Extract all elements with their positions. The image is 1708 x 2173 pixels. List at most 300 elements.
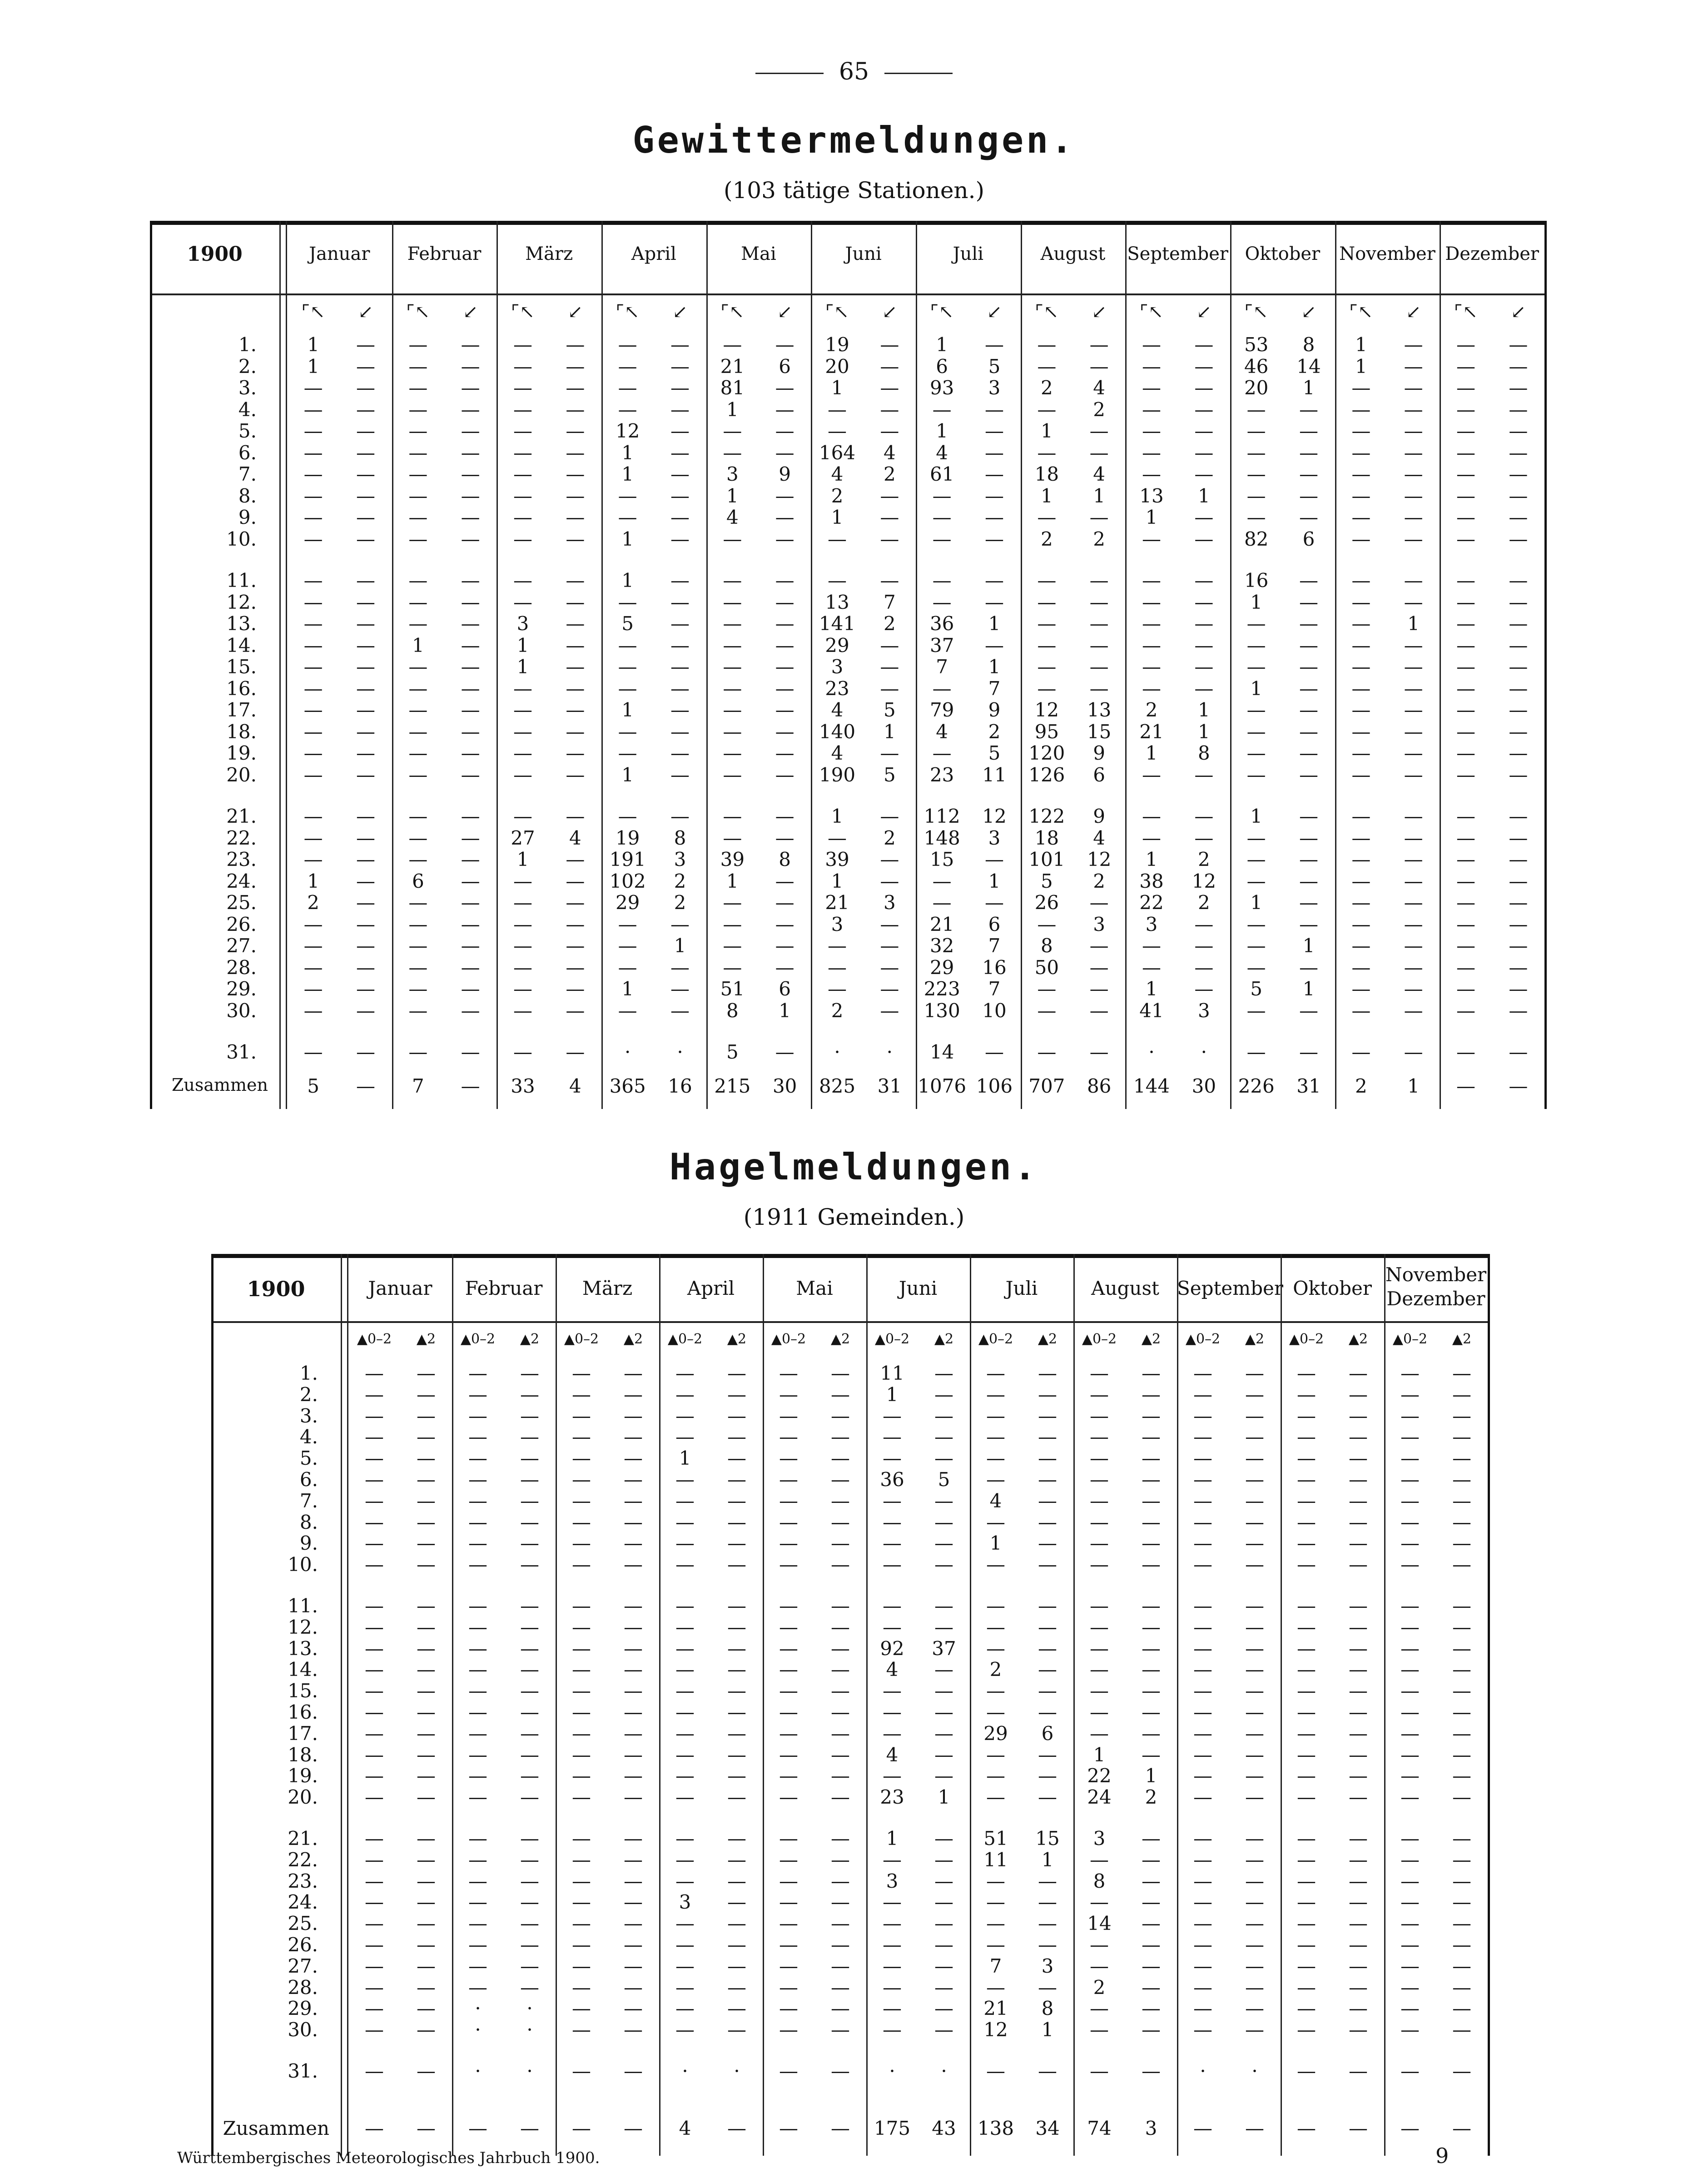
gewitter-cell: — — [356, 398, 375, 421]
hagel-cell: — — [1142, 1511, 1161, 1533]
gewitter-cell: — — [1194, 420, 1214, 442]
gewitter-cell: — — [670, 591, 690, 613]
gewitter-cell: — — [1299, 506, 1318, 528]
hagel-total-cell: 138 — [977, 2117, 1014, 2139]
hagel-cell: — — [468, 1468, 487, 1491]
hagel-cell: — — [779, 1511, 798, 1533]
gewitter-cell: — — [1404, 377, 1423, 399]
gewitter-cell: 61 — [929, 463, 954, 485]
gewitter-cell: 5 — [621, 612, 634, 635]
hagel-cell: — — [1245, 1637, 1264, 1660]
hagel-cell: — — [727, 1383, 746, 1406]
gewitter-cell: 29 — [825, 634, 849, 656]
gewitter-cell: — — [1351, 848, 1371, 870]
hagel-cell: — — [1349, 1362, 1368, 1384]
hagel-cell: — — [1245, 1383, 1264, 1406]
hagel-cell: — — [520, 1786, 539, 1809]
hagel-cell: — — [468, 1722, 487, 1745]
hagel-cell: 21 — [983, 1997, 1008, 2020]
hagel-cell: — — [831, 1511, 850, 1533]
gewitter-cell: — — [880, 355, 899, 378]
gewitter-cell: — — [461, 1041, 480, 1063]
gewitter-cell: — — [566, 891, 585, 914]
hagel-cell: — — [1245, 1511, 1264, 1533]
hagel-cell: — — [1245, 1722, 1264, 1745]
hagel-cell: — — [727, 1489, 746, 1512]
gewitter-cell: — — [356, 870, 375, 892]
hagel-cell: — — [1297, 1658, 1316, 1681]
hagel-cell: — — [1142, 1595, 1161, 1617]
hagel-cell: — — [1038, 1743, 1057, 1766]
hagel-cell: — — [675, 1701, 695, 1723]
hagel-cell: — — [624, 1468, 643, 1491]
hagel-cell: — — [624, 1891, 643, 1914]
gewitter-cell: — — [356, 591, 375, 613]
hagel-cell: — — [624, 2060, 643, 2082]
gewitter-cell: 18 — [1034, 826, 1059, 849]
gewitter-cell: — — [723, 742, 742, 764]
hagel-cell: — — [1245, 1934, 1264, 1956]
hagel-cell: — — [883, 1954, 902, 1977]
hagel-cell: — — [1193, 1722, 1212, 1745]
hagel-cell: — — [779, 1362, 798, 1384]
hagel-cell: — — [1452, 1532, 1471, 1555]
gewitter-cell: 3 — [1145, 913, 1158, 935]
hagel-cell: — — [779, 1489, 798, 1512]
gewitter-cell: — — [618, 720, 637, 743]
hagel-cell: — — [883, 2019, 902, 2041]
hagel-cell: — — [1349, 1383, 1368, 1406]
gewitter-cell: — — [408, 1041, 428, 1063]
gewitter-cell: — — [1089, 355, 1109, 378]
hagel-cell: — — [1142, 1680, 1161, 1702]
hagel-cell: — — [365, 2060, 384, 2082]
gewitter-cell: 2 — [883, 612, 896, 635]
hagel-cell: · — [889, 2060, 895, 2082]
hagel-cell: — — [1142, 1383, 1161, 1406]
gewitter-cell: — — [1351, 398, 1371, 421]
hagel-cell: — — [624, 1743, 643, 1766]
hagel-day-label: 13. — [288, 1637, 318, 1660]
gewitter-cell: — — [1456, 656, 1475, 678]
hagel-cell: — — [1142, 1658, 1161, 1681]
gewitter-cell: — — [1142, 527, 1161, 550]
gewitter-cell: — — [1299, 656, 1318, 678]
gewitter-cell: — — [670, 463, 690, 485]
hagel-cell: — — [365, 1722, 384, 1745]
gewitter-cell: 1 — [1250, 677, 1263, 700]
hagel-cell: — — [1142, 1616, 1161, 1638]
hagel-cell: — — [1038, 2060, 1057, 2082]
gewitter-cell: 16 — [982, 956, 1007, 979]
hagel-cell: — — [1090, 1848, 1109, 1871]
gewitter-cell: — — [1037, 999, 1057, 1022]
hagel-cell: — — [1245, 1595, 1264, 1617]
gewitter-cell: — — [566, 956, 585, 979]
gewitter-cell: — — [1194, 591, 1214, 613]
hagel-cell: — — [468, 1532, 487, 1555]
gewitter-cell: — — [1142, 591, 1161, 613]
hagel-symbol-b: ▲2 — [1348, 1331, 1368, 1347]
gewitter-cell: 1 — [621, 441, 634, 464]
gewitter-cell: — — [566, 591, 585, 613]
gewitter-cell: 5 — [1250, 978, 1263, 1000]
gewitter-cell: — — [1142, 569, 1161, 592]
hagel-cell: — — [520, 1383, 539, 1406]
gewitter-cell: — — [984, 484, 1004, 507]
gewitter-cell: 4 — [569, 826, 581, 849]
hagel-cell: — — [1452, 1489, 1471, 1512]
gewitter-cell: — — [1194, 355, 1214, 378]
hagel-total-cell: — — [1452, 2117, 1471, 2139]
hagel-cell: — — [468, 1362, 487, 1384]
hagel-cell: — — [675, 1976, 695, 1999]
hagel-cell: — — [417, 1680, 436, 1702]
hagel-day-label: 25. — [288, 1912, 318, 1935]
gewitter-cell: — — [1037, 591, 1057, 613]
gewitter-cell: 1 — [1197, 484, 1210, 507]
hagel-cell: — — [675, 1934, 695, 1956]
hagel-cell: — — [572, 1426, 591, 1448]
hagel-cell: 11 — [880, 1362, 904, 1384]
gewitter-cell: — — [1142, 355, 1161, 378]
gewitter-cell: — — [670, 398, 690, 421]
hagel-cell: — — [1297, 1912, 1316, 1935]
hagel-cell: 3 — [679, 1891, 691, 1914]
hagel-cell: — — [1452, 1595, 1471, 1617]
gewitter-cell: — — [932, 527, 952, 550]
hagel-cell: — — [779, 1934, 798, 1956]
hagel-cell: — — [365, 1489, 384, 1512]
hagel-cell: — — [1142, 1722, 1161, 1745]
hagel-cell: — — [1400, 1954, 1420, 1977]
gewitter-cell: 13 — [1139, 484, 1164, 507]
gewitter-symbol-a: ⌜↖ — [1349, 302, 1373, 323]
gewitter-cell: — — [1037, 677, 1057, 700]
gewitter-cell: — — [1089, 677, 1109, 700]
gewitter-cell: — — [513, 935, 532, 957]
hagel-cell: — — [727, 1637, 746, 1660]
gewitter-cell: — — [356, 656, 375, 678]
gewitter-cell: 1 — [726, 398, 739, 421]
gewitter-cell: — — [1456, 848, 1475, 870]
hagel-cell: — — [417, 1595, 436, 1617]
gewitter-day-label: 26. — [226, 913, 257, 935]
hagel-cell: — — [572, 1722, 591, 1745]
gewitter-cell: — — [356, 441, 375, 464]
hagel-cell: — — [417, 1701, 436, 1723]
gewitter-month-header: März — [525, 244, 573, 264]
gewitter-cell: — — [880, 569, 899, 592]
gewitter-cell: — — [356, 891, 375, 914]
gewitter-cell: — — [303, 742, 323, 764]
hagel-cell: — — [468, 1765, 487, 1787]
hagel-total-cell: 43 — [932, 2117, 956, 2139]
hagel-cell: 36 — [880, 1468, 904, 1491]
gewitter-cell: · — [624, 1041, 631, 1063]
hagel-cell: — — [1297, 1827, 1316, 1850]
hagel-cell: — — [1297, 1383, 1316, 1406]
hagel-cell: — — [1142, 1997, 1161, 2020]
gewitter-cell: — — [1404, 333, 1423, 356]
hagel-cell: — — [417, 1870, 436, 1892]
hagel-cell: — — [520, 1891, 539, 1914]
gewitter-cell: — — [880, 913, 899, 935]
gewitter-cell: — — [775, 699, 794, 721]
gewitter-cell: — — [1456, 999, 1475, 1022]
hagel-cell: · — [475, 2019, 481, 2041]
hagel-cell: — — [831, 1553, 850, 1576]
gewitter-cell: 39 — [825, 848, 849, 870]
hagel-day-label: 11. — [288, 1595, 318, 1617]
gewitter-cell: — — [932, 591, 952, 613]
gewitter-cell: 140 — [819, 720, 856, 743]
hagel-cell: — — [1245, 1954, 1264, 1977]
hagel-cell: — — [1193, 1701, 1212, 1723]
gewitter-cell: — — [1404, 398, 1423, 421]
gewitter-cell: — — [408, 763, 428, 786]
gewitter-cell: — — [303, 1041, 323, 1063]
gewitter-day-label: 21. — [226, 805, 257, 827]
hagel-cell: — — [365, 1827, 384, 1850]
gewitter-cell: 22 — [1139, 891, 1164, 914]
gewitter-cell: · — [834, 1041, 840, 1063]
hagel-cell: — — [1142, 1870, 1161, 1892]
gewitter-cell: — — [723, 720, 742, 743]
gewitter-total-cell: 4 — [569, 1075, 581, 1097]
gewitter-cell: — — [1456, 377, 1475, 399]
gewitter-cell: — — [1509, 848, 1528, 870]
hagel-total-cell: — — [831, 2117, 850, 2139]
gewitter-cell: 13 — [1087, 699, 1112, 721]
gewitter-cell: — — [513, 720, 532, 743]
gewitter-cell: — — [461, 999, 480, 1022]
hagel-symbol-b: ▲2 — [934, 1331, 954, 1347]
hagel-cell: — — [572, 1383, 591, 1406]
hagel-symbol-a: ▲0–2 — [667, 1331, 703, 1347]
hagel-cell: — — [1400, 1743, 1420, 1766]
hagel-cell: — — [624, 1912, 643, 1935]
gewitter-cell: 1 — [1145, 742, 1158, 764]
gewitter-cell: — — [461, 527, 480, 550]
gewitter-cell: — — [303, 612, 323, 635]
hagel-symbol-b: ▲2 — [830, 1331, 850, 1347]
hagel-cell: — — [934, 1722, 953, 1745]
gewitter-cell: — — [1404, 677, 1423, 700]
hagel-symbol-a: ▲0–2 — [1185, 1331, 1221, 1347]
gewitter-total-cell: 1 — [1407, 1075, 1420, 1097]
gewitter-cell: 8 — [674, 826, 686, 849]
gewitter-cell: — — [880, 484, 899, 507]
hagel-cell: — — [1297, 1765, 1316, 1787]
gewitter-cell: — — [1351, 612, 1371, 635]
gewitter-cell: — — [1404, 935, 1423, 957]
hagel-cell: — — [572, 1848, 591, 1871]
hagel-cell: — — [986, 1362, 1005, 1384]
gewitter-cell: — — [880, 935, 899, 957]
hagel-cell: — — [831, 1404, 850, 1427]
hagel-cell: — — [727, 1362, 746, 1384]
hagel-cell: — — [1349, 1637, 1368, 1660]
gewitter-cell: — — [984, 506, 1004, 528]
hagel-cell: 5 — [938, 1468, 950, 1491]
gewitter-cell: — — [356, 377, 375, 399]
gewitter-day-label: 4. — [238, 398, 257, 421]
hagel-cell: — — [1142, 1743, 1161, 1766]
gewitter-cell: 1 — [516, 656, 529, 678]
gewitter-cell: 21 — [1139, 720, 1164, 743]
gewitter-cell: — — [356, 677, 375, 700]
gewitter-cell: — — [880, 377, 899, 399]
gewitter-cell: — — [723, 441, 742, 464]
gewitter-cell: — — [1037, 978, 1057, 1000]
gewitter-cell: — — [1456, 1041, 1475, 1063]
hagel-cell: — — [624, 1786, 643, 1809]
gewitter-cell: — — [303, 591, 323, 613]
gewitter-cell: — — [932, 891, 952, 914]
hagel-cell: — — [831, 1786, 850, 1809]
hagel-cell: — — [1297, 1870, 1316, 1892]
hagel-cell: — — [1349, 1954, 1368, 1977]
hagel-cell: — — [1038, 1934, 1057, 1956]
hagel-cell: — — [1297, 1489, 1316, 1512]
hagel-cell: — — [624, 1532, 643, 1555]
hagel-cell: — — [1349, 1489, 1368, 1512]
gewitter-cell: — — [1509, 956, 1528, 979]
hagel-cell: — — [1400, 1658, 1420, 1681]
hagel-total-cell: — — [520, 2117, 539, 2139]
gewitter-cell: 29 — [615, 891, 640, 914]
hagel-cell: — — [1038, 1637, 1057, 1660]
hagel-cell: 22 — [1087, 1765, 1112, 1787]
hagel-symbol-a: ▲0–2 — [564, 1331, 599, 1347]
hagel-cell: — — [624, 1870, 643, 1892]
gewitter-cell: — — [1404, 742, 1423, 764]
hagel-cell: — — [831, 1362, 850, 1384]
gewitter-cell: — — [880, 978, 899, 1000]
gewitter-cell: — — [513, 978, 532, 1000]
hagel-cell: — — [1400, 1912, 1420, 1935]
gewitter-cell: — — [775, 591, 794, 613]
hagel-cell: — — [572, 1786, 591, 1809]
gewitter-cell: — — [1404, 891, 1423, 914]
gewitter-cell: 23 — [825, 677, 849, 700]
gewitter-cell: — — [566, 355, 585, 378]
hagel-cell: — — [624, 1553, 643, 1576]
hagel-cell: — — [986, 1511, 1005, 1533]
gewitter-cell: — — [1246, 935, 1266, 957]
hagel-cell: — — [1245, 1468, 1264, 1491]
hagel-right-border — [1488, 1254, 1490, 2156]
gewitter-cell: — — [670, 742, 690, 764]
gewitter-cell: — — [356, 826, 375, 849]
gewitter-cell: — — [1142, 656, 1161, 678]
hagel-cell: — — [572, 1912, 591, 1935]
gewitter-cell: — — [1246, 420, 1266, 442]
hagel-cell: — — [572, 1362, 591, 1384]
hagel-top-rule — [211, 1254, 1490, 1258]
gewitter-symbol-a: ⌜↖ — [930, 302, 954, 323]
gewitter-cell: — — [1351, 999, 1371, 1022]
hagel-cell: — — [1245, 1680, 1264, 1702]
hagel-cell: — — [1142, 1934, 1161, 1956]
gewitter-cell: 8 — [1197, 742, 1210, 764]
gewitter-cell: — — [356, 484, 375, 507]
gewitter-cell: — — [618, 634, 637, 656]
hagel-cell: — — [572, 1511, 591, 1533]
gewitter-cell: 1 — [883, 720, 896, 743]
hagel-cell: — — [1090, 1553, 1109, 1576]
gewitter-cell: 12 — [1034, 699, 1059, 721]
gewitter-cell: 12 — [982, 805, 1007, 827]
hagel-day-label: 23. — [288, 1870, 318, 1892]
gewitter-cell: 93 — [929, 377, 954, 399]
hagel-total-label: Zusammen — [223, 2117, 329, 2139]
gewitter-cell: — — [932, 870, 952, 892]
hagel-cell: — — [883, 1976, 902, 1999]
gewitter-cell: — — [408, 569, 428, 592]
gewitter-cell: 5 — [883, 763, 896, 786]
hagel-cell: — — [624, 1616, 643, 1638]
hagel-cell: · — [475, 1997, 481, 2020]
hagel-cell: — — [1142, 2060, 1161, 2082]
gewitter-cell: — — [775, 913, 794, 935]
gewitter-cell: — — [408, 441, 428, 464]
hagel-cell: — — [520, 1468, 539, 1491]
gewitter-cell: — — [1089, 935, 1109, 957]
gewitter-cell: — — [1037, 569, 1057, 592]
gewitter-cell: — — [1351, 826, 1371, 849]
gewitter-cell: — — [356, 913, 375, 935]
hagel-cell: · — [475, 2060, 481, 2082]
gewitter-cell: — — [1089, 420, 1109, 442]
hagel-cell: — — [1142, 1912, 1161, 1935]
gewitter-cell: — — [1142, 956, 1161, 979]
gewitter-cell: — — [1194, 612, 1214, 635]
gewitter-day-label: 18. — [226, 720, 257, 743]
gewitter-cell: — — [566, 398, 585, 421]
hagel-cell: — — [1297, 2060, 1316, 2082]
hagel-cell: — — [1142, 1447, 1161, 1470]
gewitter-cell: — — [723, 763, 742, 786]
gewitter-cell: 2 — [1093, 527, 1106, 550]
hagel-cell: — — [1349, 1468, 1368, 1491]
gewitter-cell: — — [1351, 420, 1371, 442]
hagel-cell: — — [831, 1848, 850, 1871]
gewitter-cell: — — [461, 720, 480, 743]
hagel-cell: — — [1400, 1553, 1420, 1576]
gewitter-cell: — — [775, 377, 794, 399]
gewitter-cell: — — [827, 956, 847, 979]
gewitter-cell: — — [513, 463, 532, 485]
hagel-day-label: 17. — [288, 1722, 318, 1745]
gewitter-cell: — — [1299, 805, 1318, 827]
gewitter-cell: 1 — [1302, 935, 1315, 957]
hagel-cell: — — [1193, 1426, 1212, 1448]
hagel-cell: — — [468, 1426, 487, 1448]
gewitter-cell: — — [1142, 612, 1161, 635]
gewitter-symbol-a: ⌜↖ — [616, 302, 640, 323]
hagel-cell: — — [779, 1637, 798, 1660]
hagel-cell: — — [417, 1765, 436, 1787]
hagel-day-label: 5. — [299, 1447, 318, 1470]
hagel-cell: — — [1038, 1680, 1057, 1702]
hagel-day-label: 10. — [288, 1553, 318, 1576]
gewitter-cell: — — [1509, 763, 1528, 786]
gewitter-cell: — — [408, 935, 428, 957]
hagel-cell: — — [1245, 1848, 1264, 1871]
hagel-cell: — — [1297, 1786, 1316, 1809]
